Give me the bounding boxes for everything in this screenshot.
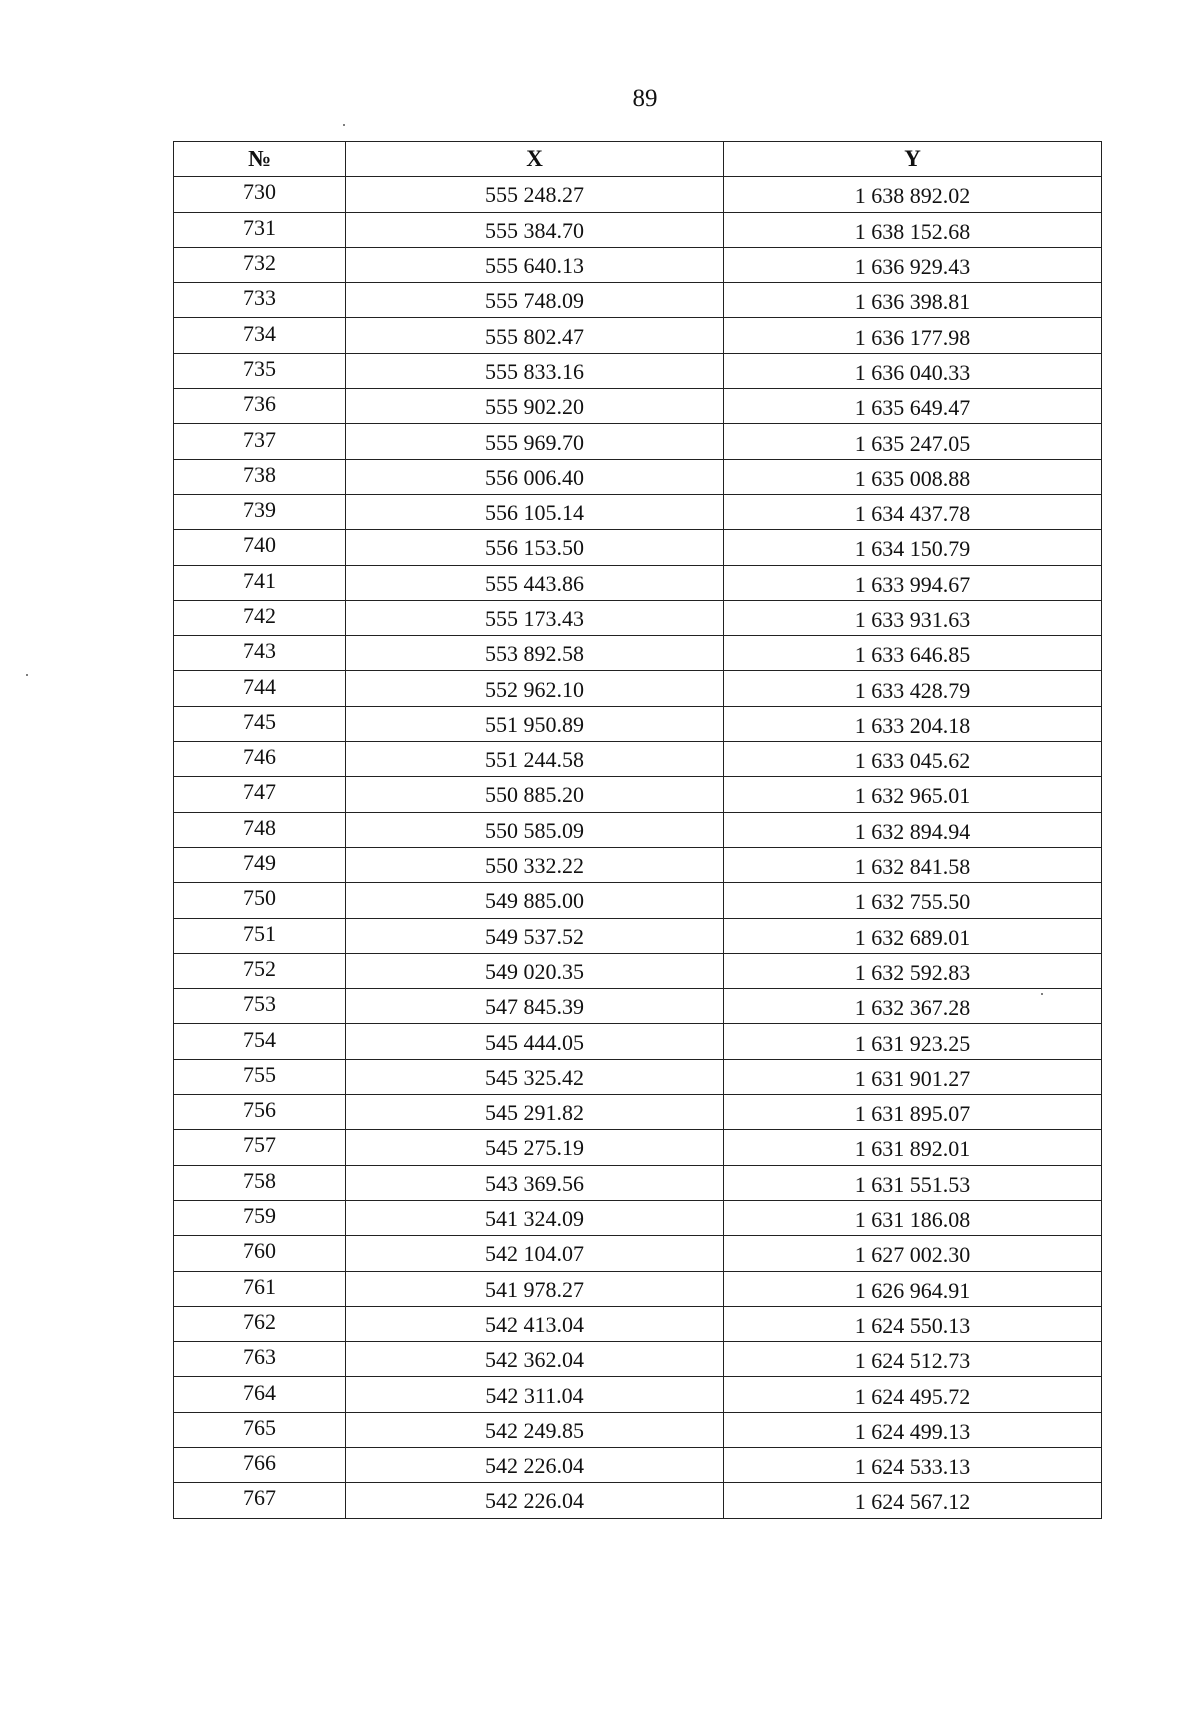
cell-value: 550 332.22 bbox=[485, 853, 584, 879]
cell-y bbox=[724, 494, 1102, 529]
table-row bbox=[174, 424, 1102, 459]
cell-y bbox=[724, 424, 1102, 459]
cell-y bbox=[724, 565, 1102, 600]
cell-value: 545 291.82 bbox=[485, 1100, 584, 1126]
cell-y bbox=[724, 247, 1102, 282]
cell-value: 766 bbox=[243, 1450, 276, 1476]
cell-n bbox=[174, 1342, 346, 1377]
cell-value: 551 950.89 bbox=[485, 711, 584, 737]
cell-value: 542 249.85 bbox=[485, 1417, 584, 1443]
cell-n bbox=[174, 318, 346, 353]
cell-value: 1 635 649.47 bbox=[854, 395, 971, 421]
cell-x bbox=[346, 530, 724, 565]
cell-x bbox=[346, 1342, 724, 1377]
table-row bbox=[174, 600, 1102, 635]
cell-value: 1 638 152.68 bbox=[854, 218, 971, 244]
cell-value: 556 006.40 bbox=[485, 464, 584, 490]
cell-n bbox=[174, 953, 346, 988]
cell-n bbox=[174, 530, 346, 565]
cell-value: 1 627 002.30 bbox=[854, 1242, 971, 1268]
cell-value: 545 325.42 bbox=[485, 1064, 584, 1090]
cell-n bbox=[174, 1236, 346, 1271]
cell-x bbox=[346, 1200, 724, 1235]
cell-x bbox=[346, 1377, 724, 1412]
table-row bbox=[174, 777, 1102, 812]
cell-value: 549 020.35 bbox=[485, 958, 584, 984]
cell-x bbox=[346, 1130, 724, 1165]
cell-x bbox=[346, 1165, 724, 1200]
cell-value: 1 632 841.58 bbox=[854, 854, 971, 880]
cell-value: 761 bbox=[243, 1273, 276, 1299]
cell-x bbox=[346, 318, 724, 353]
cell-n bbox=[174, 742, 346, 777]
cell-value: 749 bbox=[243, 850, 276, 876]
cell-value: 1 632 367.28 bbox=[854, 995, 971, 1021]
cell-value: 1 636 040.33 bbox=[854, 359, 971, 385]
cell-value: 733 bbox=[243, 285, 276, 311]
cell-y bbox=[724, 671, 1102, 706]
cell-x bbox=[346, 1095, 724, 1130]
cell-n bbox=[174, 247, 346, 282]
table-row bbox=[174, 494, 1102, 529]
table-row bbox=[174, 1306, 1102, 1341]
cell-x bbox=[346, 389, 724, 424]
cell-value: 758 bbox=[243, 1167, 276, 1193]
cell-x bbox=[346, 918, 724, 953]
cell-value: 542 311.04 bbox=[485, 1382, 584, 1408]
table-row bbox=[174, 812, 1102, 847]
cell-value: 555 748.09 bbox=[485, 288, 584, 314]
cell-n bbox=[174, 777, 346, 812]
table-row bbox=[174, 459, 1102, 494]
cell-value: 542 413.04 bbox=[485, 1311, 584, 1337]
cell-value: 1 624 512.73 bbox=[854, 1348, 971, 1374]
cell-y bbox=[724, 1447, 1102, 1482]
table-row bbox=[174, 636, 1102, 671]
cell-value: 555 833.16 bbox=[485, 358, 584, 384]
cell-x bbox=[346, 989, 724, 1024]
cell-n bbox=[174, 565, 346, 600]
cell-n bbox=[174, 1377, 346, 1412]
cell-value: 736 bbox=[243, 391, 276, 417]
cell-n bbox=[174, 600, 346, 635]
table-row bbox=[174, 1412, 1102, 1447]
cell-value: 1 638 892.02 bbox=[854, 183, 971, 209]
cell-value: 747 bbox=[243, 779, 276, 805]
cell-value: 555 969.70 bbox=[485, 429, 584, 455]
table-row bbox=[174, 706, 1102, 741]
table-row bbox=[174, 918, 1102, 953]
cell-value: 556 153.50 bbox=[485, 535, 584, 561]
cell-value: 767 bbox=[243, 1485, 276, 1511]
cell-value: 545 444.05 bbox=[485, 1029, 584, 1055]
cell-value: 757 bbox=[243, 1132, 276, 1158]
table-row bbox=[174, 883, 1102, 918]
cell-value: 1 632 592.83 bbox=[854, 959, 971, 985]
cell-value: 731 bbox=[243, 214, 276, 240]
table-body bbox=[174, 177, 1102, 1518]
cell-value: 542 104.07 bbox=[485, 1241, 584, 1267]
cell-value: 1 635 247.05 bbox=[854, 430, 971, 456]
cell-value: 1 624 499.13 bbox=[854, 1418, 971, 1444]
cell-value: 1 631 186.08 bbox=[854, 1207, 971, 1233]
cell-y bbox=[724, 1342, 1102, 1377]
cell-n bbox=[174, 212, 346, 247]
cell-value: 552 962.10 bbox=[485, 676, 584, 702]
cell-n bbox=[174, 1200, 346, 1235]
cell-value: 541 978.27 bbox=[485, 1276, 584, 1302]
cell-x bbox=[346, 1483, 724, 1518]
table-row bbox=[174, 565, 1102, 600]
cell-y bbox=[724, 918, 1102, 953]
cell-value: 1 634 150.79 bbox=[854, 536, 971, 562]
cell-y bbox=[724, 1095, 1102, 1130]
cell-y bbox=[724, 318, 1102, 353]
cell-n bbox=[174, 636, 346, 671]
cell-value: 542 226.04 bbox=[485, 1488, 584, 1514]
cell-n bbox=[174, 353, 346, 388]
cell-y bbox=[724, 212, 1102, 247]
cell-n bbox=[174, 1095, 346, 1130]
cell-y bbox=[724, 1271, 1102, 1306]
cell-y bbox=[724, 1236, 1102, 1271]
table-row bbox=[174, 1059, 1102, 1094]
cell-y bbox=[724, 1483, 1102, 1518]
cell-value: 752 bbox=[243, 955, 276, 981]
table-row bbox=[174, 1130, 1102, 1165]
cell-value: 1 624 495.72 bbox=[854, 1383, 971, 1409]
cell-value: 1 632 894.94 bbox=[854, 818, 971, 844]
cell-value: 764 bbox=[243, 1379, 276, 1405]
table-row bbox=[174, 1095, 1102, 1130]
header-y: Y bbox=[724, 142, 1102, 177]
cell-value: 1 624 567.12 bbox=[854, 1489, 971, 1515]
cell-x bbox=[346, 777, 724, 812]
cell-value: 541 324.09 bbox=[485, 1206, 584, 1232]
cell-x bbox=[346, 847, 724, 882]
cell-value: 1 633 646.85 bbox=[854, 642, 971, 668]
cell-value: 553 892.58 bbox=[485, 641, 584, 667]
cell-value: 1 633 045.62 bbox=[854, 748, 971, 774]
cell-n bbox=[174, 1306, 346, 1341]
header-number: № bbox=[174, 142, 346, 177]
cell-value: 555 248.27 bbox=[485, 182, 584, 208]
cell-value: 1 631 923.25 bbox=[854, 1030, 971, 1056]
cell-value: 1 634 437.78 bbox=[854, 501, 971, 527]
cell-value: 550 585.09 bbox=[485, 817, 584, 843]
cell-value: 750 bbox=[243, 885, 276, 911]
cell-y bbox=[724, 283, 1102, 318]
cell-value: 1 624 550.13 bbox=[854, 1312, 971, 1338]
page-number: 89 bbox=[632, 85, 658, 112]
table-row bbox=[174, 671, 1102, 706]
cell-value: 1 631 892.01 bbox=[854, 1136, 971, 1162]
cell-x bbox=[346, 494, 724, 529]
cell-value: 1 636 398.81 bbox=[854, 289, 971, 315]
cell-x bbox=[346, 636, 724, 671]
cell-y bbox=[724, 1024, 1102, 1059]
cell-value: 555 384.70 bbox=[485, 217, 584, 243]
cell-value: 549 885.00 bbox=[485, 888, 584, 914]
table-row bbox=[174, 989, 1102, 1024]
cell-y bbox=[724, 847, 1102, 882]
cell-x bbox=[346, 247, 724, 282]
cell-y bbox=[724, 1377, 1102, 1412]
table-row bbox=[174, 177, 1102, 212]
cell-x bbox=[346, 1271, 724, 1306]
cell-value: 1 633 994.67 bbox=[854, 571, 971, 597]
cell-x bbox=[346, 883, 724, 918]
cell-value: 1 631 551.53 bbox=[854, 1171, 971, 1197]
coordinates-table bbox=[173, 141, 1102, 1519]
cell-n bbox=[174, 847, 346, 882]
cell-y bbox=[724, 706, 1102, 741]
cell-value: 555 443.86 bbox=[485, 570, 584, 596]
cell-y bbox=[724, 177, 1102, 212]
cell-value: 1 632 689.01 bbox=[854, 924, 971, 950]
header-x: X bbox=[346, 142, 724, 177]
cell-value: 740 bbox=[243, 532, 276, 558]
cell-y bbox=[724, 953, 1102, 988]
cell-value: 730 bbox=[243, 179, 276, 205]
cell-y bbox=[724, 459, 1102, 494]
table-row bbox=[174, 1271, 1102, 1306]
cell-n bbox=[174, 918, 346, 953]
cell-y bbox=[724, 883, 1102, 918]
cell-x bbox=[346, 424, 724, 459]
cell-value: 549 537.52 bbox=[485, 923, 584, 949]
cell-y bbox=[724, 530, 1102, 565]
cell-value: 1 631 901.27 bbox=[854, 1065, 971, 1091]
cell-n bbox=[174, 1412, 346, 1447]
cell-y bbox=[724, 600, 1102, 635]
table-row bbox=[174, 847, 1102, 882]
cell-y bbox=[724, 742, 1102, 777]
cell-value: 1 635 008.88 bbox=[854, 465, 971, 491]
cell-n bbox=[174, 989, 346, 1024]
cell-y bbox=[724, 777, 1102, 812]
cell-n bbox=[174, 459, 346, 494]
cell-value: 744 bbox=[243, 673, 276, 699]
cell-value: 762 bbox=[243, 1308, 276, 1334]
cell-x bbox=[346, 459, 724, 494]
scan-speck bbox=[343, 124, 345, 126]
table-header-row bbox=[174, 142, 1102, 177]
cell-n bbox=[174, 424, 346, 459]
cell-y bbox=[724, 989, 1102, 1024]
table-row bbox=[174, 530, 1102, 565]
cell-value: 543 369.56 bbox=[485, 1170, 584, 1196]
cell-y bbox=[724, 389, 1102, 424]
cell-value: 1 636 177.98 bbox=[854, 324, 971, 350]
cell-n bbox=[174, 494, 346, 529]
cell-value: 547 845.39 bbox=[485, 994, 584, 1020]
cell-value: 1 633 428.79 bbox=[854, 677, 971, 703]
table-row bbox=[174, 389, 1102, 424]
cell-n bbox=[174, 1130, 346, 1165]
cell-n bbox=[174, 812, 346, 847]
cell-value: 1 636 929.43 bbox=[854, 254, 971, 280]
table-row bbox=[174, 1024, 1102, 1059]
cell-value: 737 bbox=[243, 426, 276, 452]
cell-value: 1 633 204.18 bbox=[854, 712, 971, 738]
cell-value: 754 bbox=[243, 1026, 276, 1052]
cell-n bbox=[174, 1165, 346, 1200]
cell-value: 743 bbox=[243, 638, 276, 664]
cell-x bbox=[346, 353, 724, 388]
cell-y bbox=[724, 1412, 1102, 1447]
cell-y bbox=[724, 1306, 1102, 1341]
table-row bbox=[174, 212, 1102, 247]
cell-value: 1 626 964.91 bbox=[854, 1277, 971, 1303]
cell-x bbox=[346, 1412, 724, 1447]
cell-n bbox=[174, 671, 346, 706]
cell-n bbox=[174, 1483, 346, 1518]
cell-value: 759 bbox=[243, 1203, 276, 1229]
cell-value: 735 bbox=[243, 355, 276, 381]
cell-value: 751 bbox=[243, 920, 276, 946]
cell-value: 756 bbox=[243, 1097, 276, 1123]
cell-value: 739 bbox=[243, 497, 276, 523]
cell-x bbox=[346, 177, 724, 212]
cell-value: 555 640.13 bbox=[485, 253, 584, 279]
cell-x bbox=[346, 1059, 724, 1094]
cell-value: 763 bbox=[243, 1344, 276, 1370]
table-row bbox=[174, 1236, 1102, 1271]
cell-n bbox=[174, 283, 346, 318]
table-row bbox=[174, 283, 1102, 318]
scan-speck bbox=[26, 674, 28, 676]
cell-y bbox=[724, 1059, 1102, 1094]
cell-x bbox=[346, 706, 724, 741]
cell-value: 765 bbox=[243, 1414, 276, 1440]
cell-x bbox=[346, 565, 724, 600]
cell-value: 545 275.19 bbox=[485, 1135, 584, 1161]
table-row bbox=[174, 1377, 1102, 1412]
cell-value: 550 885.20 bbox=[485, 782, 584, 808]
cell-y bbox=[724, 1165, 1102, 1200]
table-row bbox=[174, 1447, 1102, 1482]
scan-speck bbox=[1041, 993, 1043, 995]
cell-value: 542 362.04 bbox=[485, 1347, 584, 1373]
table-row bbox=[174, 247, 1102, 282]
table-row bbox=[174, 1165, 1102, 1200]
cell-value: 741 bbox=[243, 567, 276, 593]
cell-value: 745 bbox=[243, 708, 276, 734]
cell-value: 1 632 755.50 bbox=[854, 889, 971, 915]
cell-x bbox=[346, 1306, 724, 1341]
cell-value: 742 bbox=[243, 603, 276, 628]
cell-n bbox=[174, 177, 346, 212]
cell-value: 555 902.20 bbox=[485, 394, 584, 420]
table-row bbox=[174, 742, 1102, 777]
cell-n bbox=[174, 883, 346, 918]
cell-x bbox=[346, 212, 724, 247]
table-row bbox=[174, 1200, 1102, 1235]
cell-value: 1 632 965.01 bbox=[854, 783, 971, 809]
cell-value: 734 bbox=[243, 320, 276, 346]
cell-value: 1 624 533.13 bbox=[854, 1454, 971, 1480]
cell-n bbox=[174, 389, 346, 424]
table-row bbox=[174, 318, 1102, 353]
cell-value: 760 bbox=[243, 1238, 276, 1264]
cell-x bbox=[346, 283, 724, 318]
table-row bbox=[174, 1483, 1102, 1518]
cell-x bbox=[346, 1447, 724, 1482]
cell-y bbox=[724, 1130, 1102, 1165]
cell-value: 551 244.58 bbox=[485, 747, 584, 773]
cell-x bbox=[346, 812, 724, 847]
cell-y bbox=[724, 812, 1102, 847]
cell-x bbox=[346, 671, 724, 706]
cell-value: 732 bbox=[243, 250, 276, 276]
cell-value: 755 bbox=[243, 1061, 276, 1087]
cell-value: 556 105.14 bbox=[485, 500, 584, 526]
cell-value: 1 633 931.63 bbox=[854, 607, 971, 632]
table-row bbox=[174, 953, 1102, 988]
cell-value: 555 173.43 bbox=[485, 606, 584, 631]
cell-n bbox=[174, 1059, 346, 1094]
cell-x bbox=[346, 953, 724, 988]
cell-value: 555 802.47 bbox=[485, 323, 584, 349]
cell-x bbox=[346, 1236, 724, 1271]
cell-value: 753 bbox=[243, 991, 276, 1017]
cell-n bbox=[174, 1447, 346, 1482]
cell-value: 738 bbox=[243, 461, 276, 487]
cell-y bbox=[724, 353, 1102, 388]
cell-value: 542 226.04 bbox=[485, 1453, 584, 1479]
cell-n bbox=[174, 1271, 346, 1306]
cell-n bbox=[174, 1024, 346, 1059]
cell-y bbox=[724, 636, 1102, 671]
cell-x bbox=[346, 600, 724, 635]
cell-value: 748 bbox=[243, 814, 276, 840]
table-row bbox=[174, 353, 1102, 388]
table-row bbox=[174, 1342, 1102, 1377]
cell-x bbox=[346, 1024, 724, 1059]
cell-n bbox=[174, 706, 346, 741]
cell-x bbox=[346, 742, 724, 777]
cell-value: 746 bbox=[243, 744, 276, 770]
cell-value: 1 631 895.07 bbox=[854, 1101, 971, 1127]
cell-y bbox=[724, 1200, 1102, 1235]
